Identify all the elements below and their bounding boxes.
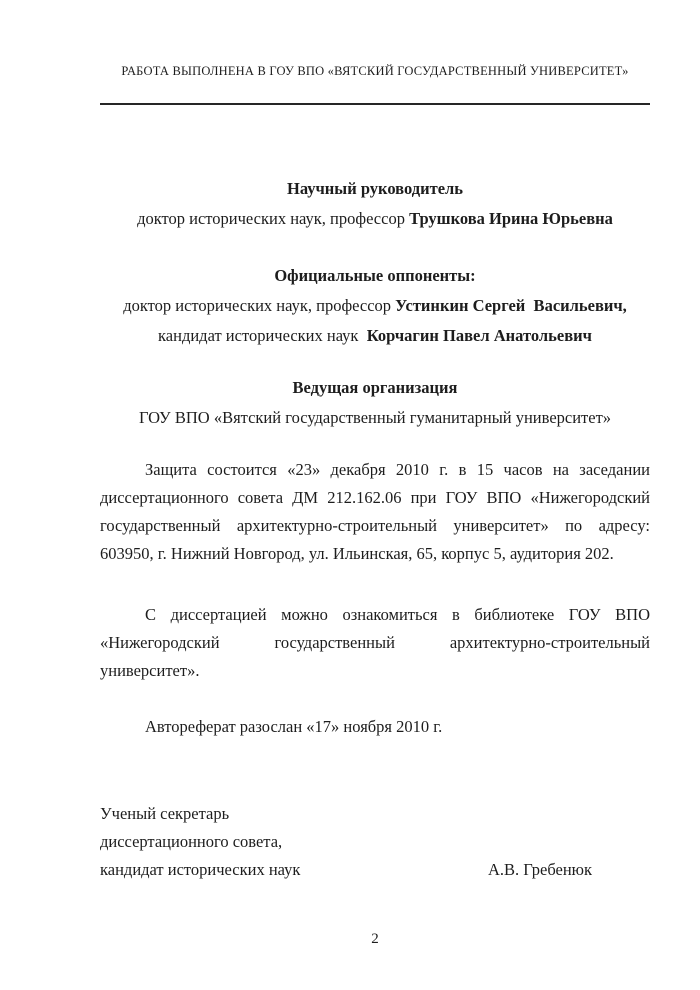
opponent-1-name: Устинкин Сергей Васильевич, — [395, 296, 627, 315]
supervisor-heading: Научный руководитель — [287, 179, 463, 198]
work-performed-header: РАБОТА ВЫПОЛНЕНА В ГОУ ВПО «ВЯТСКИЙ ГОСУДАРСТВЕННЫЙ УНИВЕРСИТЕТ» — [121, 64, 629, 78]
signature-role-text-3: кандидат исторических наук — [100, 860, 301, 879]
opponent-1-degree: доктор исторических наук, профессор — [123, 296, 396, 315]
signature-role-line-1 — [100, 800, 650, 828]
supervisor-name: Трушкова Ирина Юрьевна — [409, 209, 613, 228]
opponent-line-2 — [100, 322, 650, 350]
defense-paragraph: Защита состоится «23» декабря 2010 г. в 15 часов на заседании диссертационного совета ДМ 212.162.06 при ГОУ ВПО «Нижегородский государственный архитектурно-строительный университет» по адресу: 603950, г. Нижний Новгород, ул. Ильинская, 65, корпус 5, аудитория 202. — [100, 460, 650, 563]
header-rule — [100, 103, 650, 105]
library-paragraph: С диссертацией можно ознакомиться в библиотеке ГОУ ВПО «Нижегородский государственный архитектурно-строительный университет». — [100, 605, 650, 680]
supervisor-degree: доктор исторических наук, профессор — [137, 209, 410, 228]
leading-organization-name: ГОУ ВПО «Вятский государственный гуманитарный университет» — [138, 408, 612, 427]
opponent-2-name: Корчагин Павел Анатольевич — [366, 326, 592, 345]
signature-role-line-2 — [100, 828, 650, 856]
leading-organization-heading: Ведущая организация — [292, 378, 458, 397]
opponents-heading: Официальные оппоненты: — [274, 266, 476, 285]
opponent-line-1 — [100, 292, 650, 320]
signature-role-line-3 — [100, 856, 650, 884]
page-number: 2 — [371, 931, 379, 947]
supervisor-line — [100, 205, 650, 233]
signature-role-text-2: диссертационного совета, — [100, 832, 283, 851]
document-content — [100, 64, 650, 949]
signature-role-text-1: Ученый секретарь — [100, 804, 230, 823]
distribution-line: Автореферат разослан «17» ноября 2010 г. — [145, 717, 443, 736]
opponent-2-degree: кандидат исторических наук — [158, 326, 367, 345]
signature-block — [100, 800, 650, 884]
signature-name: А.В. Гребенюк — [487, 860, 592, 879]
